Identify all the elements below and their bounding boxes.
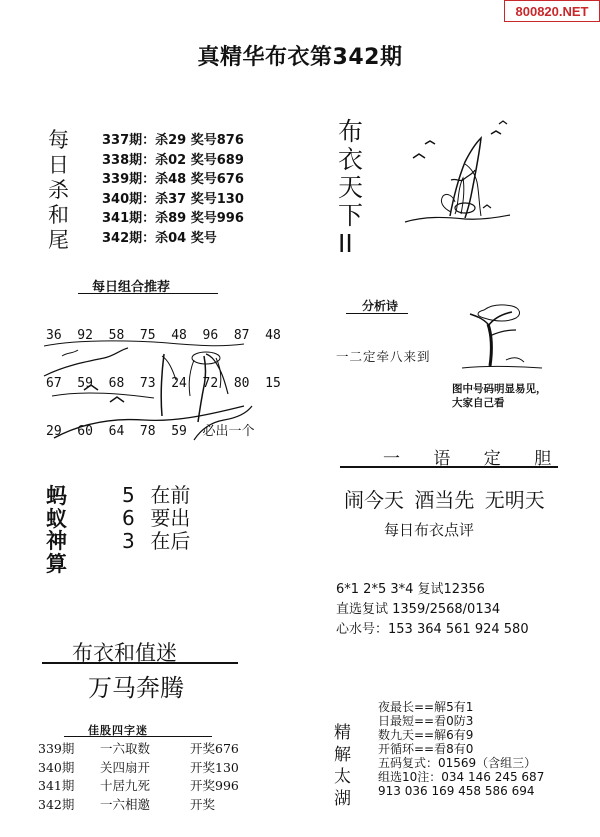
buyi-ii-char: 衣	[338, 145, 364, 174]
kill-tail-list	[102, 131, 244, 248]
riddle-result: 开奖	[190, 796, 216, 812]
combo-line: 29 60 64 78 59 必出一个	[46, 424, 255, 439]
kill-tail-label-char: 杀	[48, 178, 69, 202]
kill-tail-row: 339期：杀48 奖号676	[102, 172, 244, 187]
ant-line-text: 在后	[150, 529, 191, 553]
riddle-issue: 340期	[38, 759, 75, 775]
riddle-issue: 339期	[38, 741, 75, 756]
kill-tail-row: 341期：杀89 奖号996	[102, 211, 244, 226]
kill-tail-row: 337期：杀29 奖号876	[102, 133, 244, 148]
codes-line: 6*1 2*5 3*4 复试12356	[336, 582, 485, 597]
ant-label	[46, 485, 67, 575]
kill-tail-label-char: 日	[48, 153, 69, 177]
poem-title: 分析诗	[362, 299, 399, 313]
riddle-row	[38, 796, 239, 815]
one-word-motto: 闹今天 酒当先 无明天	[344, 488, 545, 512]
poem-note-line: 图中号码明显易见，	[452, 383, 547, 395]
ant-line-text: 要出	[150, 506, 191, 530]
riddle-row	[38, 777, 239, 796]
jingjie-label-char: 解	[334, 745, 351, 765]
kill-tail-label-char: 尾	[48, 228, 69, 252]
buyi-mystery-title: 布衣和值迷	[72, 641, 177, 665]
jingjie-line: 开循环==看8有0	[378, 742, 474, 756]
buyi-mystery-answer: 万马奔腾	[88, 674, 184, 702]
ant-label-char: 算	[46, 551, 67, 576]
jingjie-line: 数九天==解6有9	[378, 728, 474, 742]
riddle-title: 佳股四字迷	[88, 724, 148, 737]
one-word-divider	[340, 466, 558, 468]
poem-lines	[336, 318, 431, 375]
one-word-title: 一 语 定 胆	[383, 449, 566, 469]
combo-line: 67 59 68 73 24 72 80 15	[46, 376, 281, 391]
riddle-row	[38, 740, 239, 759]
riddle-text: 十居九死	[100, 778, 151, 793]
riddle-text: 一六取数	[100, 741, 151, 756]
riddle-list	[38, 740, 239, 814]
ant-line-number: 3	[122, 529, 135, 553]
riddle-issue: 341期	[38, 778, 75, 793]
kill-tail-row: 340期：杀37 奖号130	[102, 191, 244, 207]
jingjie-line: 913 036 169 458 586 694	[378, 784, 535, 798]
jingjie-line: 日最短==看0防3	[378, 714, 474, 728]
one-word-subtitle: 每日布衣点评	[384, 521, 475, 539]
poem-note-line: 大家自己看	[452, 397, 505, 409]
kill-tail-row: 338期：杀02 奖号689	[102, 152, 244, 168]
jingjie-list	[378, 700, 544, 818]
riddle-issue: 342期	[38, 796, 75, 812]
codes-line: 直选复试 1359/2568/0134	[336, 602, 501, 617]
riddle-text: 关四扇开	[100, 759, 151, 775]
landscape-illustration	[44, 336, 254, 446]
poem-title-underline	[346, 313, 408, 314]
buyi-ii-char: 下	[338, 201, 364, 230]
jingjie-label-char: 湖	[334, 789, 351, 809]
tree-illustration	[462, 296, 542, 376]
buyi-ii-char: 天	[338, 173, 364, 202]
ant-line-number: 5	[122, 483, 135, 507]
page-title: 真精华布衣第342期	[197, 45, 403, 70]
buyi-ii-label	[338, 118, 363, 258]
codes-line: 心水号：153 364 561 924 580	[336, 622, 529, 637]
ant-line-number: 6	[122, 506, 135, 530]
ant-label-char: 神	[46, 529, 67, 553]
mountain-birds-illustration	[395, 120, 515, 225]
ant-label-char: 蚂	[46, 484, 67, 508]
buyi-ii-char: 布	[338, 117, 364, 146]
poem-note	[452, 382, 547, 410]
combo-line: 36 92 58 75 48 96 87 48	[46, 328, 281, 343]
riddle-text: 一六相邀	[100, 796, 151, 812]
ant-line	[122, 507, 190, 530]
kill-tail-row: 342期：杀04 奖号	[102, 230, 217, 246]
combo-title: 每日组合推荐	[92, 280, 171, 295]
riddle-result: 开奖130	[190, 759, 239, 775]
riddle-row	[38, 759, 239, 778]
combo-title-underline	[78, 293, 218, 294]
ant-line	[122, 530, 190, 553]
jingjie-line: 夜最长==解5有1	[378, 700, 474, 714]
kill-tail-label-char: 每	[48, 128, 69, 152]
kill-tail-label-char: 和	[48, 203, 69, 227]
buyi-mystery-divider	[42, 662, 238, 664]
kill-tail-label	[48, 128, 69, 253]
jingjie-label-char: 太	[334, 767, 351, 787]
ant-line-text: 在前	[150, 483, 191, 507]
jingjie-line: 五码复式：01569（含组三）	[378, 756, 537, 770]
jingjie-label-char: 精	[334, 723, 351, 743]
jingjie-line: 组选10注：034 146 245 687	[378, 770, 545, 784]
jingjie-label	[334, 722, 351, 810]
ant-lines	[122, 484, 190, 553]
riddle-result: 开奖676	[190, 741, 239, 756]
riddle-result: 开奖996	[190, 778, 239, 793]
riddle-title-underline	[64, 736, 212, 737]
poem-line: 一二定牵八来到	[336, 349, 431, 364]
site-badge: 800820.NET	[504, 0, 600, 22]
ant-line	[122, 484, 190, 507]
ant-label-char: 蚁	[46, 506, 67, 531]
codes-block	[336, 580, 529, 640]
buyi-ii-char: II	[338, 229, 353, 258]
